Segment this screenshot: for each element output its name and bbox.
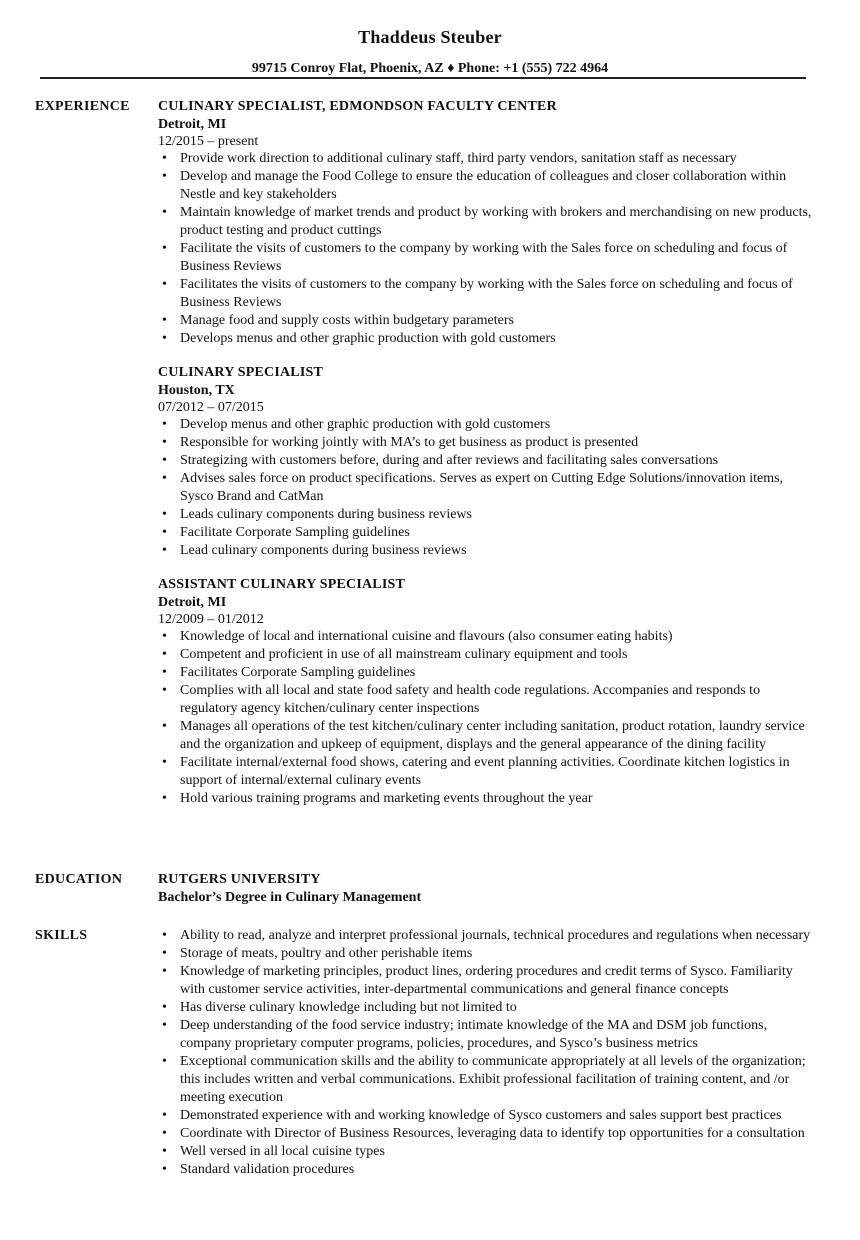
- header-divider: [40, 77, 806, 79]
- bullet-item: • Manage food and supply costs within budgetary parameters: [158, 312, 818, 330]
- skill-item: • Ability to read, analyze and interpret professional journals, technical procedures and regulations when necessary: [158, 927, 818, 945]
- bullet-item: • Facilitate Corporate Sampling guidelines: [158, 524, 818, 542]
- skill-item: • Has diverse culinary knowledge including but not limited to: [158, 999, 818, 1017]
- experience-label: EXPERIENCE: [35, 99, 130, 114]
- skill-item: • Deep understanding of the food service industry; intimate knowledge of the MA and DSM job functions, company proprietary computer programs, policies, procedures, and Sysco’s business metrics: [158, 1017, 818, 1053]
- bullet-item: • Hold various training programs and marketing events throughout the year: [158, 790, 818, 808]
- education-label: EDUCATION: [35, 872, 123, 887]
- skill-item: • Storage of meats, poultry and other perishable items: [158, 945, 818, 963]
- job-bullets: [158, 150, 818, 348]
- skill-item: • Knowledge of marketing principles, product lines, ordering procedures and credit terms of Sysco. Familiarity with customer service activities, inter-departmental communications and general finance concepts: [158, 963, 818, 999]
- job-location: Houston, TX: [158, 383, 235, 398]
- job-title: CULINARY SPECIALIST, EDMONDSON FACULTY CENTER: [158, 99, 557, 114]
- bullet-item: • Facilitates the visits of customers to the company by working with the Sales force on scheduling and focus of Business Reviews: [158, 276, 818, 312]
- job-dates: 12/2009 – 01/2012: [158, 612, 264, 627]
- bullet-item: • Facilitate the visits of customers to the company by working with the Sales force on scheduling and focus of Business Reviews: [158, 240, 818, 276]
- job-dates: 07/2012 – 07/2015: [158, 400, 264, 415]
- skills-list: [158, 927, 818, 1179]
- skill-item: • Well versed in all local cuisine types: [158, 1143, 818, 1161]
- bullet-item: • Develop menus and other graphic production with gold customers: [158, 416, 818, 434]
- bullet-item: • Facilitates Corporate Sampling guidelines: [158, 664, 818, 682]
- education-entry: [158, 871, 818, 907]
- skills-bullets: [158, 927, 818, 1179]
- bullet-item: • Maintain knowledge of market trends and product by working with brokers and merchandising on new products, product testing and product cuttings: [158, 204, 818, 240]
- bullet-item: • Facilitate internal/external food shows, catering and event planning activities. Coordinate kitchen logistics in support of internal/external culinary events: [158, 754, 818, 790]
- bullet-item: • Manages all operations of the test kitchen/culinary center including sanitation, product rotation, laundry service and the organization and upkeep of equipment, displays and the general appearance of the dining facility: [158, 718, 818, 754]
- job-bullets: [158, 628, 818, 808]
- bullet-item: • Responsible for working jointly with MA’s to get business as product is presented: [158, 434, 818, 452]
- resume-header: [0, 26, 860, 77]
- job-entry: [158, 576, 818, 808]
- job-bullets: [158, 416, 818, 560]
- job-entry: [158, 364, 818, 560]
- bullet-item: • Provide work direction to additional culinary staff, third party vendors, sanitation staff as necessary: [158, 150, 818, 168]
- experience-list: [158, 98, 818, 824]
- job-title: ASSISTANT CULINARY SPECIALIST: [158, 577, 406, 592]
- skill-item: • Coordinate with Director of Business Resources, leveraging data to identify top opportunities for a consultation: [158, 1125, 818, 1143]
- bullet-item: • Develop and manage the Food College to ensure the education of colleagues and closer collaboration within Nestle and key stakeholders: [158, 168, 818, 204]
- bullet-item: • Lead culinary components during business reviews: [158, 542, 818, 560]
- bullet-item: • Complies with all local and state food safety and health code regulations. Accompanies and responds to regulatory agency kitchen/culinary center inspections: [158, 682, 818, 718]
- school-name: RUTGERS UNIVERSITY: [158, 872, 321, 887]
- job-title: CULINARY SPECIALIST: [158, 365, 323, 380]
- degree-name: Bachelor’s Degree in Culinary Management: [158, 890, 422, 905]
- bullet-item: • Strategizing with customers before, during and after reviews and facilitating sales conversations: [158, 452, 818, 470]
- bullet-item: • Advises sales force on product specifications. Serves as expert on Cutting Edge Solutions/innovation items, Sysco Brand and CatMan: [158, 470, 818, 506]
- skill-item: • Exceptional communication skills and the ability to communicate appropriately at all levels of the organization; this includes written and verbal communications. Exhibit professional facilitation of training content, and /or meeting execution: [158, 1053, 818, 1107]
- job-location: Detroit, MI: [158, 595, 227, 610]
- bullet-item: • Competent and proficient in use of all mainstream culinary equipment and tools: [158, 646, 818, 664]
- job-dates: 12/2015 – present: [158, 134, 259, 149]
- candidate-name: Thaddeus Steuber: [358, 27, 502, 47]
- bullet-item: • Knowledge of local and international cuisine and flavours (also consumer eating habits): [158, 628, 818, 646]
- skill-item: • Standard validation procedures: [158, 1161, 818, 1179]
- job-location: Detroit, MI: [158, 117, 227, 132]
- contact-line: 99715 Conroy Flat, Phoenix, AZ ♦ Phone: +1 (555) 722 4964: [251, 61, 609, 76]
- skill-item: • Demonstrated experience with and working knowledge of Sysco customers and sales support best practices: [158, 1107, 818, 1125]
- bullet-item: • Leads culinary components during business reviews: [158, 506, 818, 524]
- bullet-item: • Develops menus and other graphic production with gold customers: [158, 330, 818, 348]
- job-entry: [158, 98, 818, 348]
- skills-label: SKILLS: [35, 928, 88, 943]
